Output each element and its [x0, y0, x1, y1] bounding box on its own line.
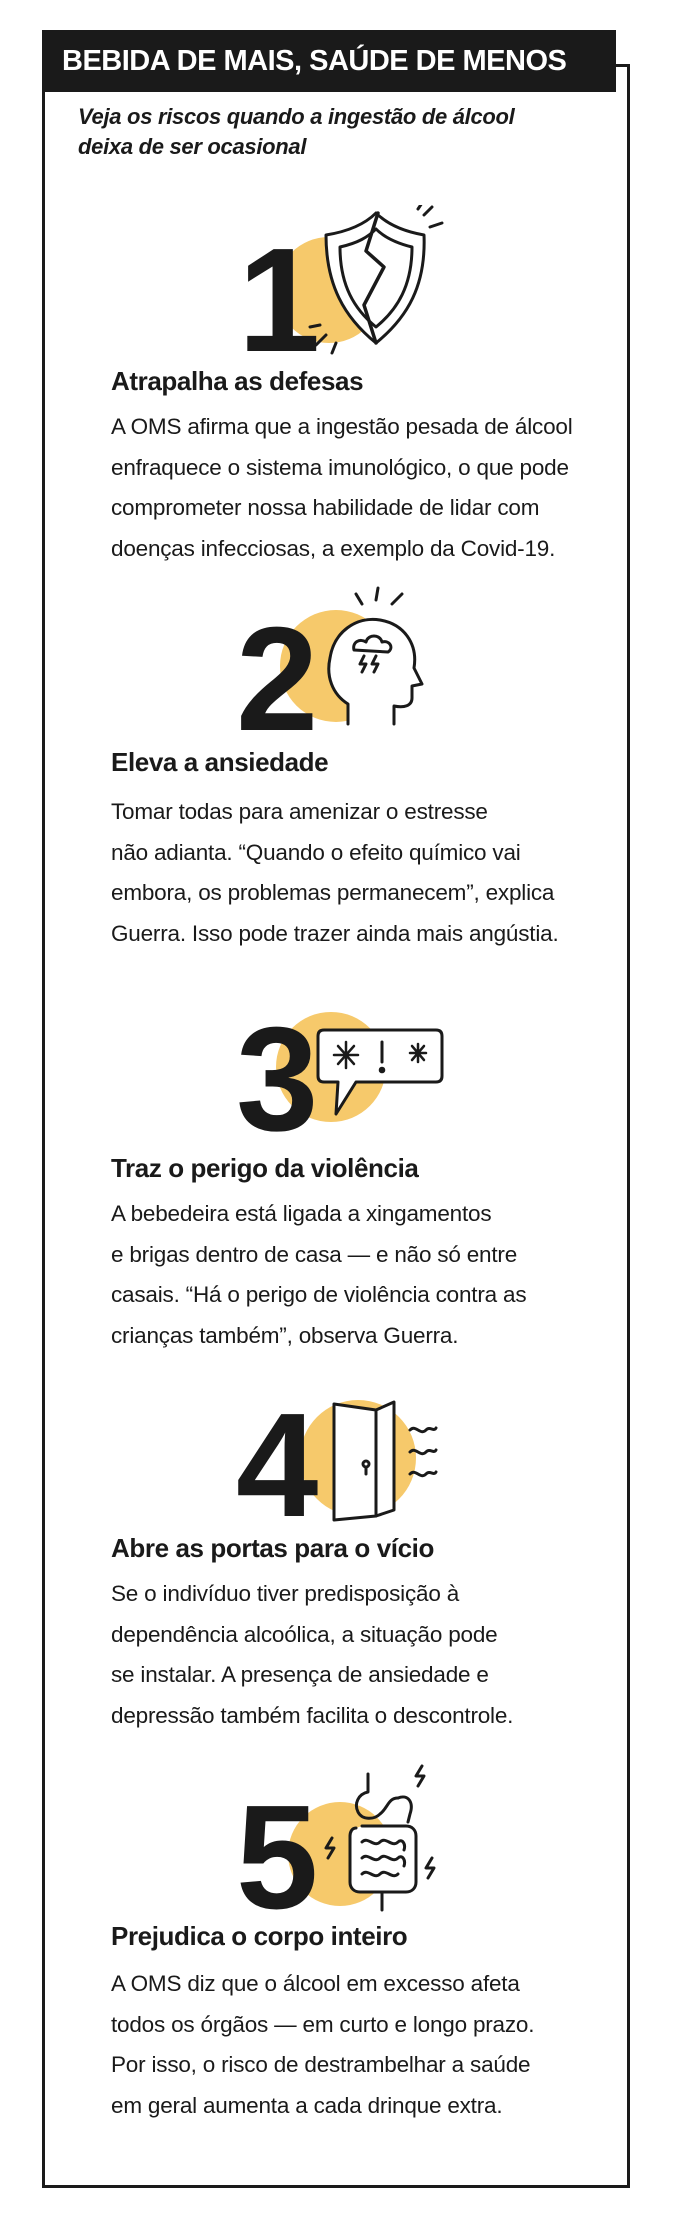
risk-number: 2 — [236, 597, 315, 762]
description-line: enfraquece o sistema imunológico, o que pode — [111, 454, 569, 480]
subtitle-line: deixa de ser ocasional — [78, 134, 307, 159]
description-line: doenças infecciosas, a exemplo da Covid-19. — [111, 535, 556, 561]
description-line: dependência alcoólica, a situação pode — [111, 1621, 498, 1647]
risk-heading: Abre as portas para o vício — [111, 1533, 434, 1563]
description-line: A OMS afirma que a ingestão pesada de álcool — [111, 414, 573, 439]
subtitle — [78, 102, 598, 162]
risk-number: 5 — [236, 1775, 315, 1940]
risk-description — [111, 407, 611, 569]
description-line: e brigas dentro de casa — e não só entre — [111, 1241, 518, 1267]
risk-number: 1 — [238, 218, 317, 383]
risk-heading: Prejudica o corpo inteiro — [111, 1921, 408, 1951]
description-line: em geral aumenta a cada drinque extra. — [111, 2092, 503, 2118]
risk-heading: Eleva a ansiedade — [111, 747, 329, 777]
description-line: Por isso, o risco de destrambelhar a saúde — [111, 2052, 531, 2077]
cursing-speech-bubble-icon — [316, 1020, 446, 1130]
description-line: casais. “Há o perigo de violência contra as — [111, 1282, 527, 1307]
risk-number: 4 — [236, 1383, 315, 1548]
description-line: comprometer nossa habilidade de lidar com — [111, 495, 540, 520]
risk-heading: Traz o perigo da violência — [111, 1153, 419, 1183]
risk-description — [111, 1964, 611, 2126]
digestive-system-icon — [318, 1762, 448, 1922]
open-door-icon — [330, 1394, 450, 1524]
description-line: Guerra. Isso pode trazer ainda mais angústia. — [111, 920, 559, 946]
description-line: Tomar todas para amenizar o estresse — [111, 799, 488, 824]
risk-description — [111, 1574, 611, 1736]
risk-description — [111, 792, 611, 954]
broken-shield-icon — [306, 205, 446, 355]
description-line: Se o indivíduo tiver predisposição à — [111, 1581, 460, 1606]
risk-description — [111, 1194, 611, 1356]
stormy-head-icon — [318, 586, 428, 736]
description-line: A OMS diz que o álcool em excesso afeta — [111, 1971, 520, 1996]
description-line: não adianta. “Quando o efeito químico vai — [111, 839, 521, 865]
description-line: todos os órgãos — em curto e longo prazo. — [111, 2011, 535, 2037]
description-line: embora, os problemas permanecem”, explica — [111, 880, 555, 905]
description-line: A bebedeira está ligada a xingamentos — [111, 1201, 492, 1226]
description-line: crianças também”, observa Guerra. — [111, 1322, 459, 1348]
risk-number: 3 — [236, 997, 315, 1162]
description-line: depressão também facilita o descontrole. — [111, 1702, 514, 1728]
risk-heading: Atrapalha as defesas — [111, 366, 364, 396]
description-line: se instalar. A presença de ansiedade e — [111, 1662, 489, 1687]
page-title: BEBIDA DE MAIS, SAÚDE DE MENOS — [42, 30, 616, 92]
subtitle-line: Veja os riscos quando a ingestão de álcool — [78, 104, 515, 129]
risk-hero — [0, 997, 680, 1162]
